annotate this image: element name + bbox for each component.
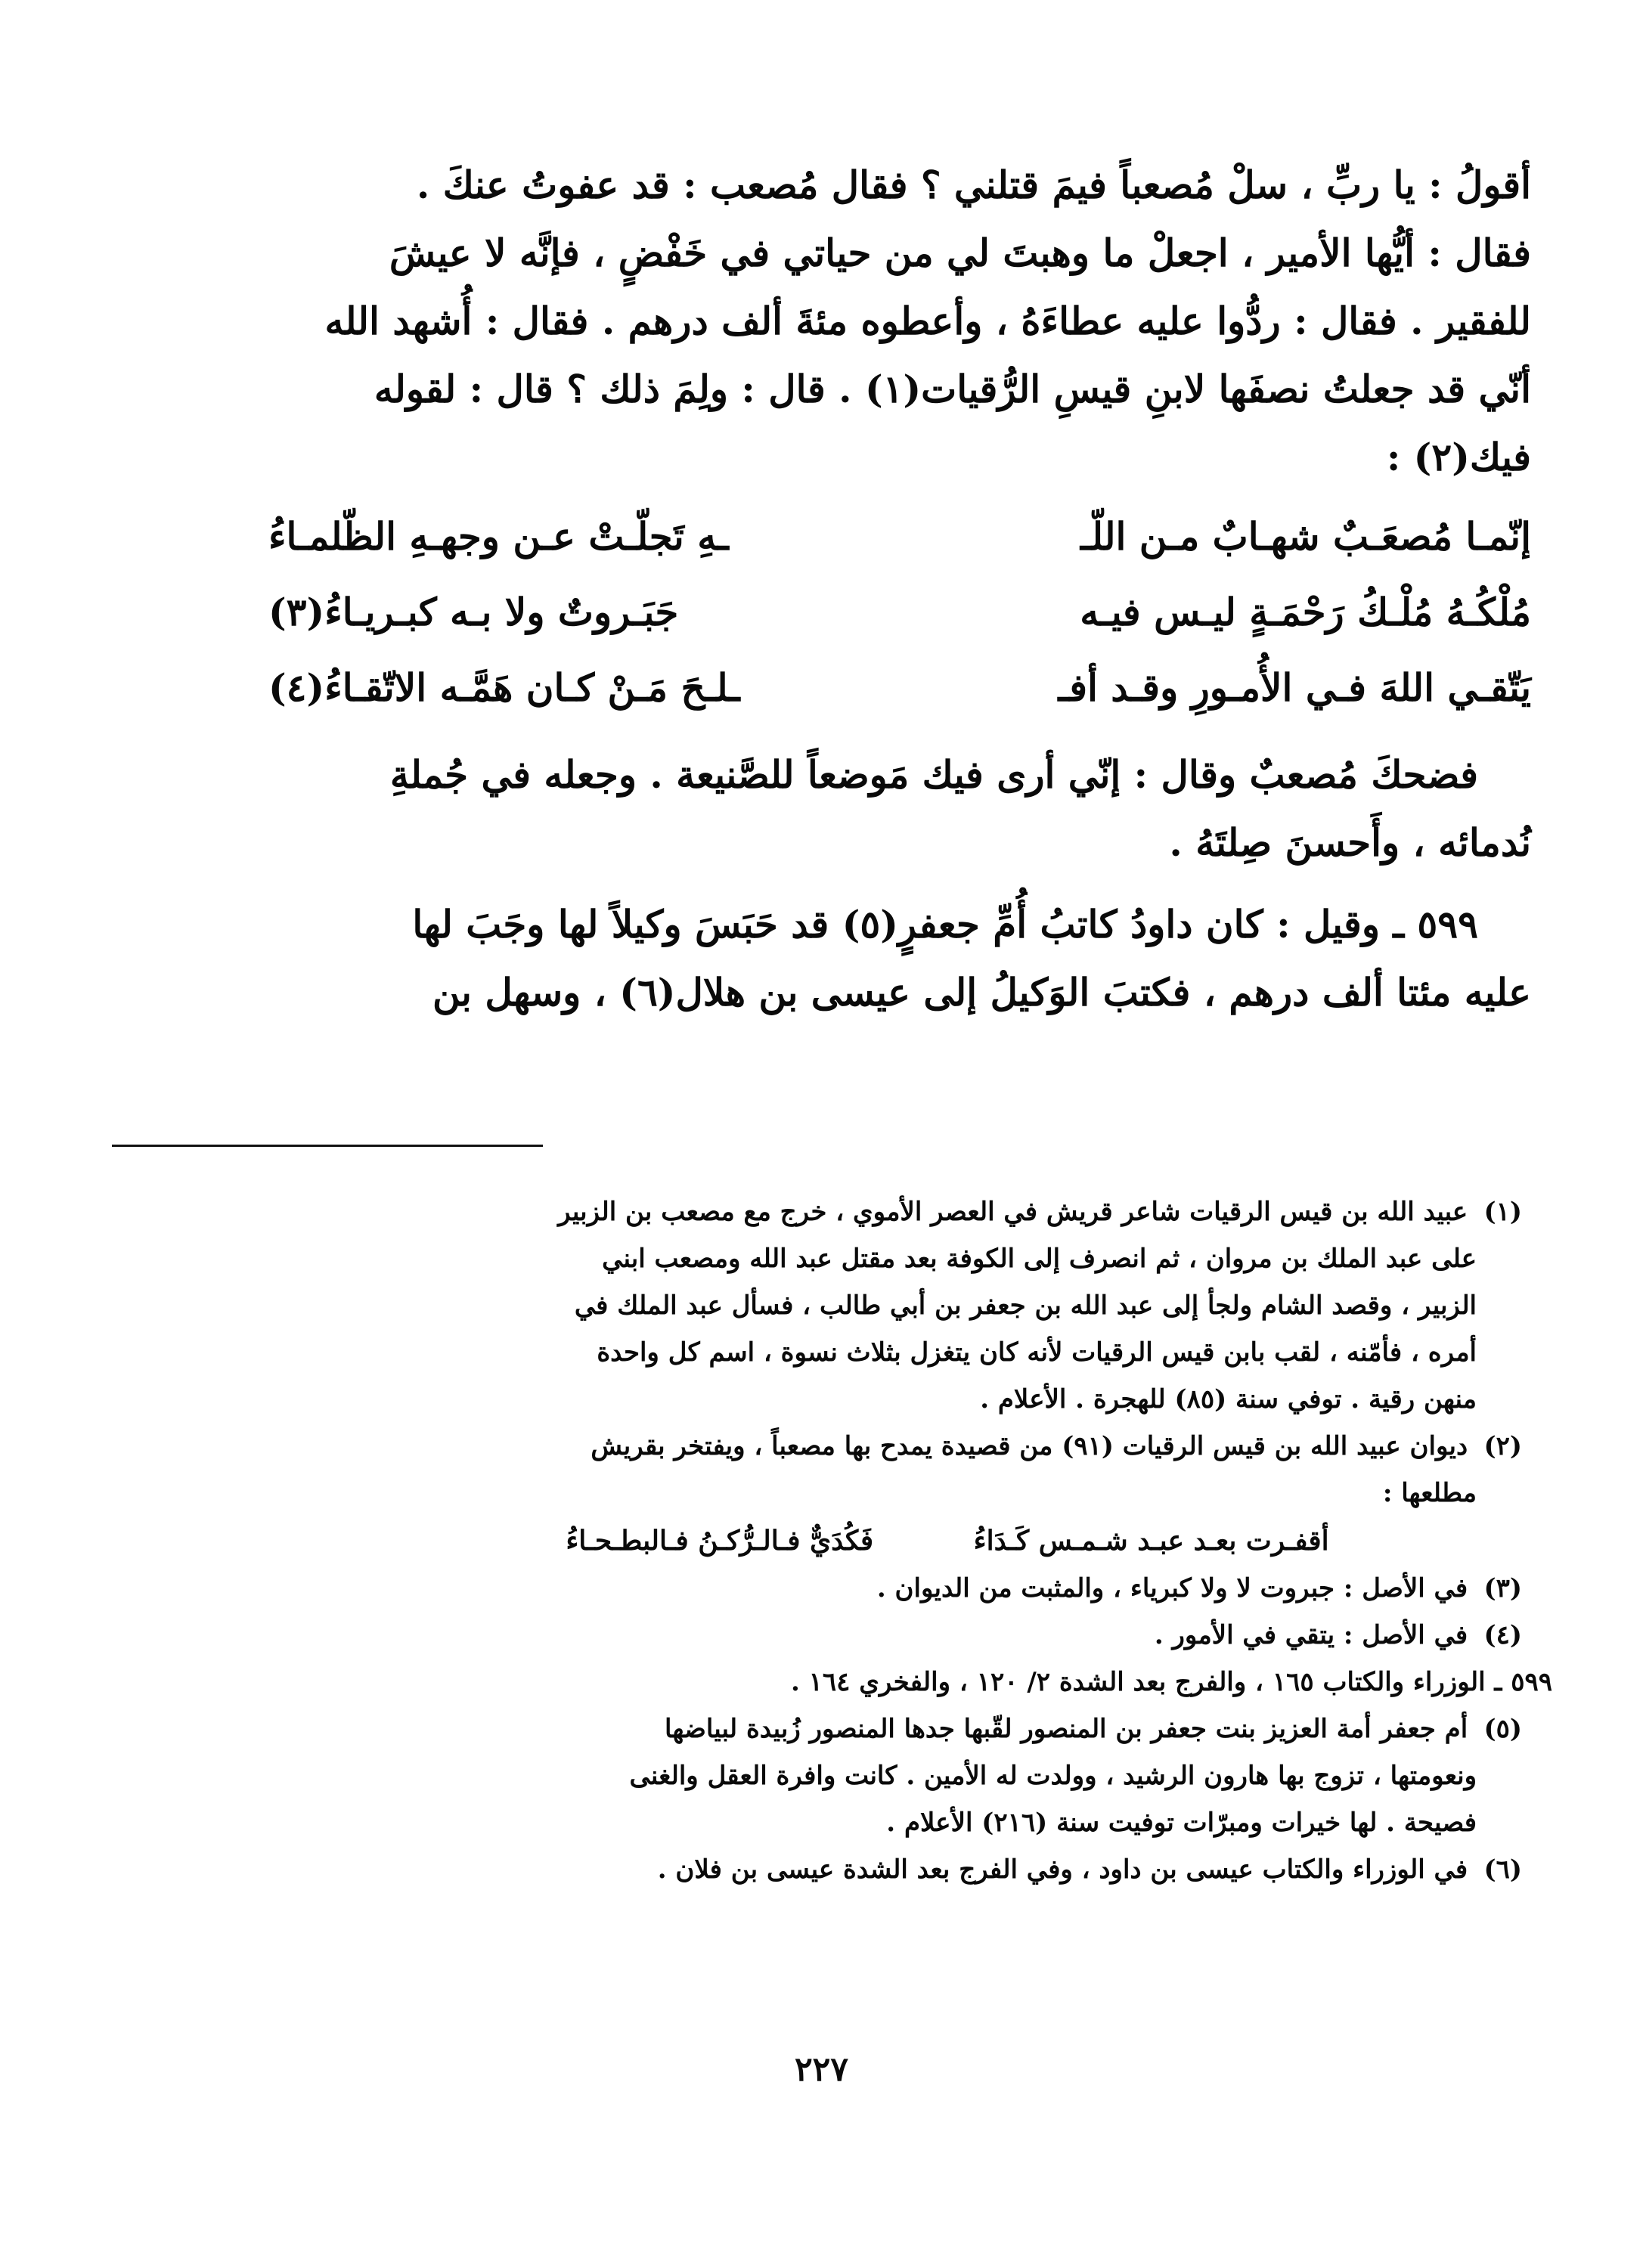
footnote-line: عبيد الله بن قيس الرقيات شاعر قريش في العصر الأموي ، خرج مع مصعب بن الزبير: [558, 1197, 1468, 1227]
footnotes: [222, 1188, 1552, 1893]
footnote-3: [222, 1565, 1522, 1612]
text-line: فضحكَ مُصعبٌ وقال : إنّي أرى فيك مَوضعاً للصَّنيعة . وجعله في جُملةِ: [389, 752, 1478, 797]
poem-verse: [268, 575, 1531, 650]
footnote-4: [222, 1612, 1522, 1659]
page-number: ٢٢٧: [795, 2050, 848, 2089]
footnote-verse: [222, 1517, 1522, 1565]
verse-first-hemistich: يَتّقـي اللهَ فـي الأُمـورِ وقـد أفـ: [1058, 665, 1531, 710]
paragraph-599: [268, 891, 1531, 1027]
footnote-2: [222, 1423, 1522, 1517]
text-line: للفقير . فقال : ردُّوا عليه عطاءَهُ ، وأعطوه مئةَ ألف درهم . فقال : أُشهد الله: [324, 299, 1531, 343]
footnote-line: الزبير ، وقصد الشام ولجأ إلى عبد الله بن جعفر بن أبي طالب ، فسأل عبد الملك في: [574, 1290, 1477, 1321]
footnote-line: فصيحة . لها خيرات ومبرّات توفيت سنة (٢١٦) الأعلام .: [886, 1808, 1477, 1838]
source-note: ٥٩٩ ـ الوزراء والكتاب ١٦٥ ، والفرج بعد الشدة ٢/ ١٢٠ ، والفخري ١٦٤ .: [790, 1667, 1552, 1697]
verse-second-hemistich: ـلـحَ مَـنْ كـان هَمَّـه الاتّقـاءُ(٤): [268, 665, 740, 710]
poem: [268, 499, 1531, 726]
text-line: فيك(٢) :: [1386, 435, 1531, 479]
text-line: أقولُ : يا ربِّ ، سلْ مُصعباً فيمَ قتلني ؟ فقال مُصعب : قد عفوتُ عنكَ .: [416, 163, 1531, 207]
footnote-number: (٤): [1483, 1620, 1522, 1650]
footnote-separator: [112, 1145, 543, 1147]
footnote-number: (٣): [1483, 1573, 1522, 1603]
verse-first-hemistich: مُلْكُـهُ مُلْـكُ رَحْمَـةٍ ليـس فيـه: [1080, 590, 1531, 634]
verse-first-hemistich: إنّمـا مُصعَـبٌ شهـابٌ مـن اللّـ: [1080, 514, 1531, 559]
footnote-1: [222, 1188, 1522, 1423]
footnote-line: أمره ، فأمّنه ، لقب بابن قيس الرقيات لأنه كان يتغزل بثلاث نسوة ، اسم كل واحدة: [597, 1337, 1477, 1368]
footnote-5: [222, 1706, 1522, 1846]
footnote-line: ونعومتها ، تزوج بها هارون الرشيد ، وولدت له الأمين . كانت وافرة العقل والغنى: [629, 1761, 1477, 1791]
verse-second-hemistich: ـهِ تَجلّـتْ عـن وجهـهِ الظّلمـاءُ: [268, 514, 729, 559]
verse-first-hemistich: أقفـرت بعـد عبـد شـمـس كَـدَاءُ: [973, 1525, 1329, 1557]
footnote-line: ديوان عبيد الله بن قيس الرقيات (٩١) من قصيدة يمدح بها مصعباً ، ويفتخر بقريش: [591, 1431, 1468, 1461]
footnote-line: مطلعها :: [1382, 1478, 1477, 1508]
footnote-line: أم جعفر أمة العزيز بنت جعفر بن المنصور لقّبها جدها المنصور زُبيدة لبياضها: [665, 1714, 1468, 1744]
footnote-number: (٢): [1483, 1431, 1522, 1461]
text-line: عليه مئتا ألف درهم ، فكتبَ الوَكيلُ إلى عيسى بن هلال(٦) ، وسهل بن: [432, 970, 1531, 1015]
footnote-number: (٥): [1483, 1714, 1522, 1744]
poem-verse: [268, 499, 1531, 575]
verse-second-hemistich: جَبَـروتٌ ولا بـه كبـريـاءُ(٣): [268, 590, 679, 634]
footnote-number: (٦): [1483, 1854, 1522, 1885]
paragraph: [268, 741, 1531, 877]
footnote-line: في الوزراء والكتاب عيسى بن داود ، وفي الفرج بعد الشدة عيسى بن فلان .: [657, 1854, 1468, 1885]
text-line: ٥٩٩ ـ وقيل : كان داودُ كاتبُ أُمِّ جعفرٍ(٥) قد حَبَسَ وكيلاً لها وجَبَ لها: [412, 902, 1478, 947]
footnote-line: في الأصل : يتقي في الأمور .: [1154, 1620, 1468, 1650]
main-text: [268, 151, 1531, 1027]
text-line: نُدمائه ، وأَحسنَ صِلتَهُ .: [1169, 820, 1531, 865]
text-line: أنّي قد جعلتُ نصفَها لابنِ قيسِ الرُّقيات(١) . قال : ولِمَ ذلك ؟ قال : لقوله: [374, 367, 1531, 411]
footnote-line: منهن رقية . توفي سنة (٨٥) للهجرة . الأعلام .: [980, 1384, 1477, 1414]
footnote-line: في الأصل : جبروت لا ولا كبرياء ، والمثبت من الديوان .: [876, 1573, 1468, 1603]
verse-second-hemistich: فَكُدَيٌّ فـالـرُّكـنُ فـالبطـحـاءُ: [566, 1525, 874, 1557]
footnote-6: [222, 1846, 1522, 1893]
footnote-line: على عبد الملك بن مروان ، ثم انصرف إلى الكوفة بعد مقتل عبد الله ومصعب ابني: [602, 1244, 1477, 1274]
text-line: فقال : أيُّها الأمير ، اجعلْ ما وهبتَ لي من حياتي في خَفْضٍ ، فإنَّه لا عيشَ: [389, 231, 1531, 275]
footnote-number: (١): [1483, 1197, 1522, 1227]
poem-verse: [268, 650, 1531, 726]
